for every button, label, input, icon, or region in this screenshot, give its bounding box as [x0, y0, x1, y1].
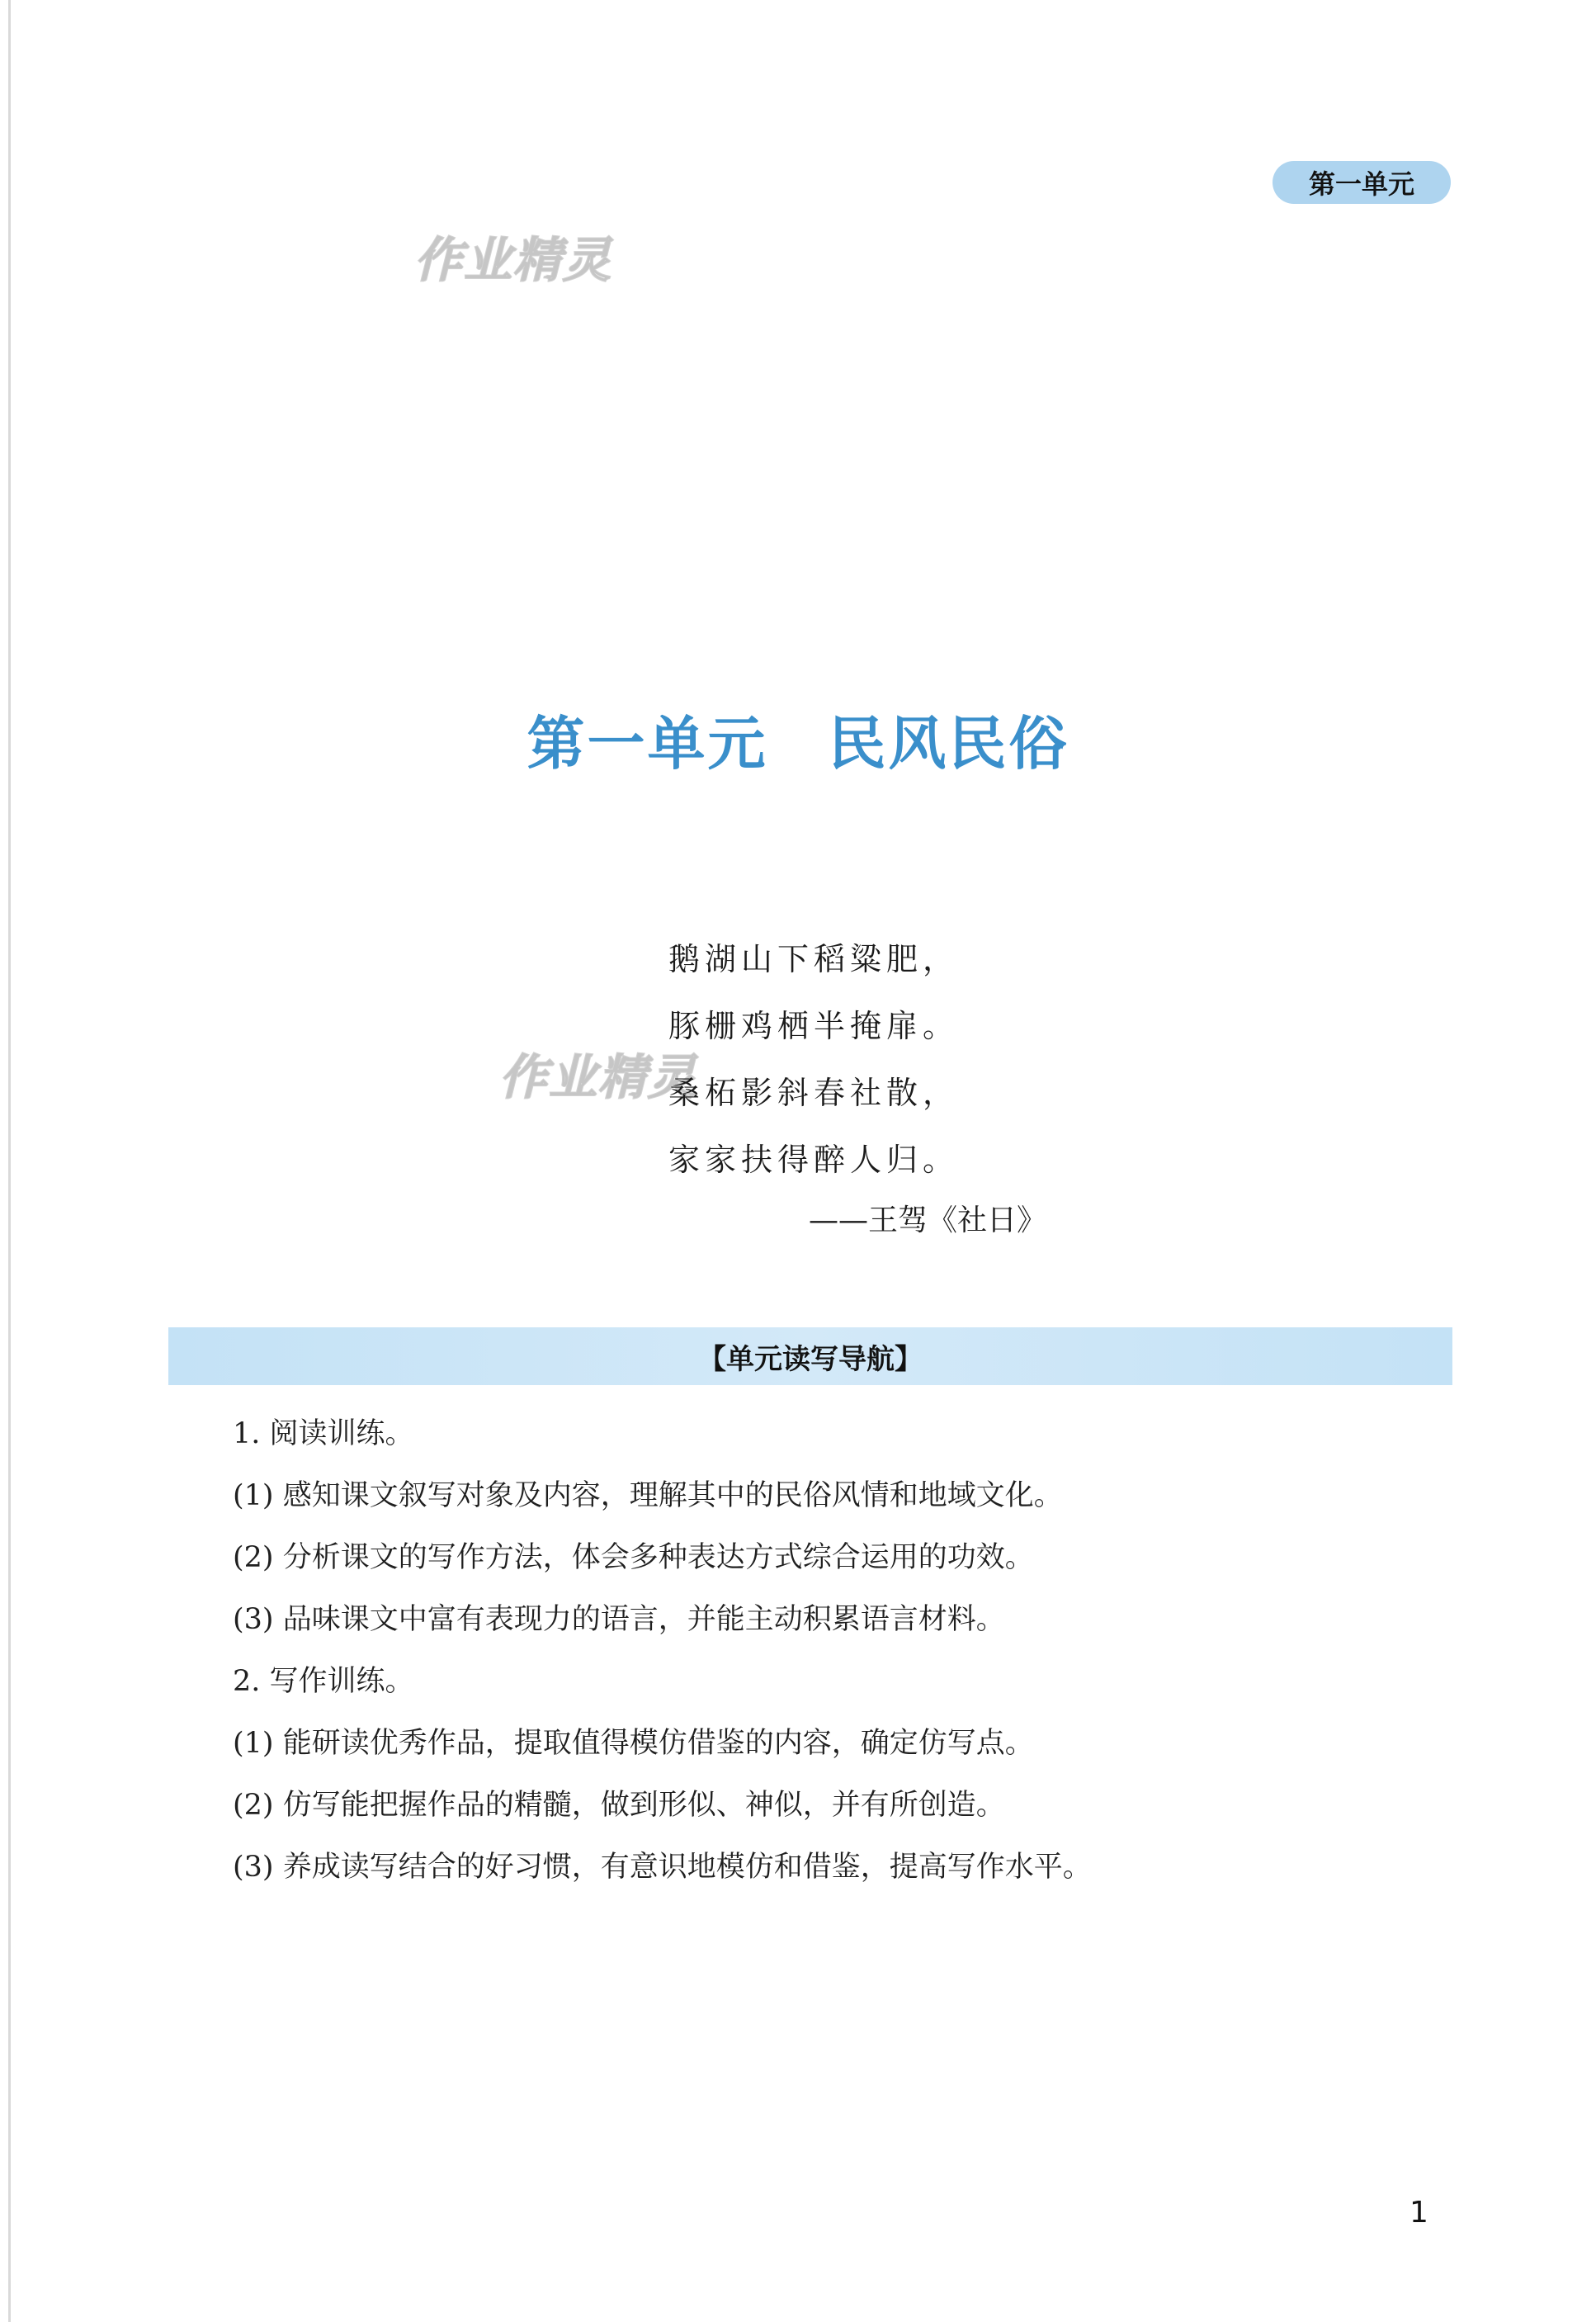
- unit-tab: 第一单元: [1273, 161, 1451, 204]
- list-item: (3) 养成读写结合的好习惯，有意识地模仿和借鉴，提高写作水平。: [233, 1851, 1092, 1884]
- list-item: (2) 分析课文的写作方法，体会多种表达方式综合运用的功效。: [233, 1541, 1034, 1574]
- poem-line: 豚栅鸡栖半掩扉。: [668, 1008, 960, 1044]
- list-item: (1) 感知课文叙写对象及内容，理解其中的民俗风情和地域文化。: [233, 1479, 1063, 1512]
- list-item: (1) 能研读优秀作品，提取值得模仿借鉴的内容，确定仿写点。: [233, 1727, 1034, 1760]
- poem-attribution: ——王驾《社日》: [809, 1204, 1047, 1237]
- page-number: 1: [1409, 2196, 1428, 2230]
- poem-line: 家家扶得醉人归。: [668, 1142, 960, 1178]
- watermark-logo: 作业精灵: [499, 1049, 698, 1105]
- page-title: 第一单元 民风民俗: [526, 710, 1070, 778]
- list-item: 2. 写作训练。: [233, 1665, 414, 1698]
- section-heading-banner: [168, 1327, 1452, 1385]
- guide-list: [233, 1403, 1454, 1899]
- poem-line: 桑柘影斜春社散，: [668, 1075, 960, 1111]
- poem: [668, 926, 1246, 1194]
- page-edge: [8, 0, 11, 2322]
- list-item: 1. 阅读训练。: [233, 1417, 414, 1450]
- poem-line: 鹅湖山下稻粱肥，: [668, 941, 960, 977]
- list-item: (2) 仿写能把握作品的精髓，做到形似、神似，并有所创造。: [233, 1789, 1005, 1822]
- list-item: (3) 品味课文中富有表现力的语言，并能主动积累语言材料。: [233, 1603, 1005, 1636]
- watermark-logo: 作业精灵: [414, 232, 613, 288]
- section-heading: 【单元读写导航】: [698, 1342, 923, 1376]
